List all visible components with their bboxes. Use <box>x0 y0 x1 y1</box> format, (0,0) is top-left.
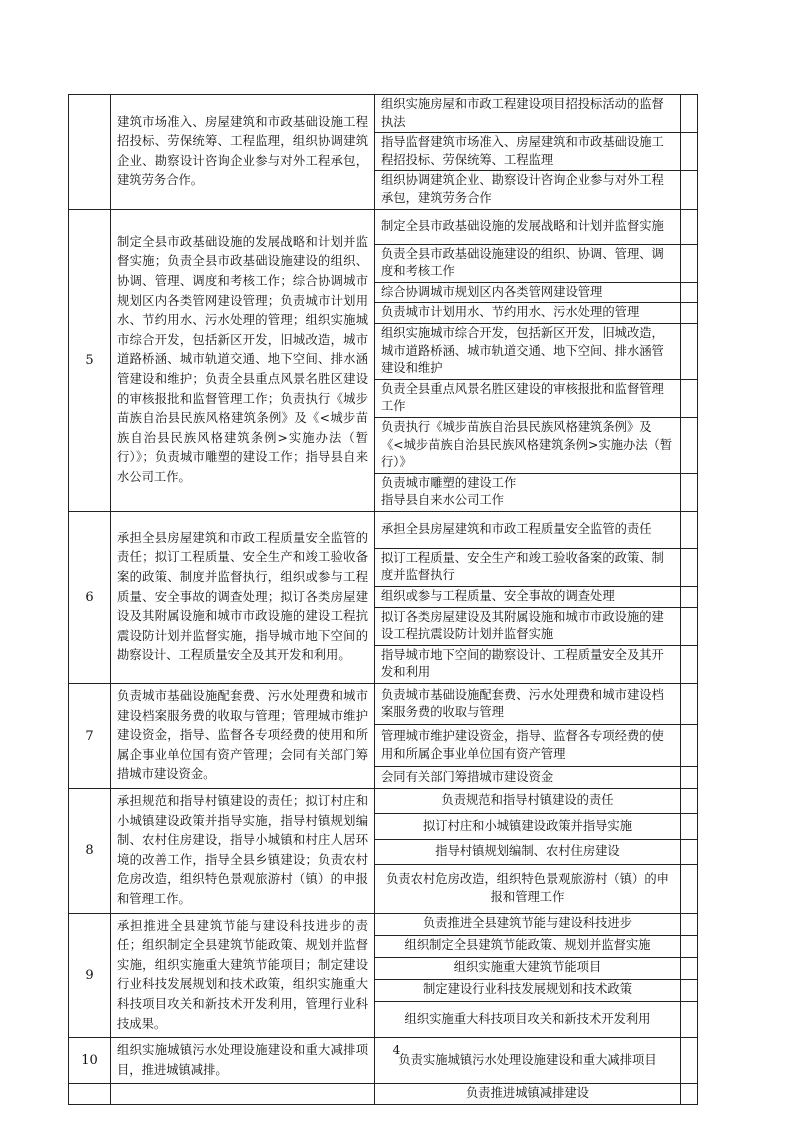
remarks-cell <box>681 865 698 913</box>
remarks-cell <box>681 766 698 788</box>
sub-duty-item: 负责农村危房改造，组织特色景观旅游村（镇）的申报和管理工作 <box>375 865 681 913</box>
remarks-cell <box>681 1084 698 1105</box>
row-number <box>69 95 111 210</box>
row-number: 10 <box>69 1038 111 1084</box>
row-number: 6 <box>69 511 111 683</box>
remarks-cell <box>681 587 698 608</box>
remarks-cell <box>681 379 698 417</box>
remarks-cell <box>681 171 698 209</box>
table-body <box>69 95 698 1105</box>
sub-duty-item: 拟订村庄和小城镇建设政策并指导实施 <box>375 814 681 839</box>
row-number: 5 <box>69 209 111 511</box>
table-row <box>69 913 698 935</box>
sub-duty-item: 指导村镇规划编制、农村住房建设 <box>375 839 681 864</box>
remarks-cell <box>681 935 698 957</box>
empty-cell <box>69 1084 111 1105</box>
sub-duty-item: 会同有关部门筹措城市建设资金 <box>375 766 681 788</box>
sub-duty-item: 承担全县房屋建筑和市政工程质量安全监管的责任 <box>375 511 681 548</box>
remarks-cell <box>681 979 698 1001</box>
remarks-cell <box>681 684 698 725</box>
main-duty-text: 承担全县房屋建筑和市政工程质量安全监管的责任；拟订工程质量、安全生产和竣工验收备案的政策、制度并监督执行，组织或参与工程质量、安全事故的调查处理；拟订各类房屋建设及其附属设施和城市市政设施的建设工程抗震设防计划并监督实施，指导城市地下空间的勘察设计、工程质量安全及其开发和利用。 <box>111 511 375 683</box>
row-number: 7 <box>69 684 111 789</box>
sub-duty-item: 组织实施重大科技项目攻关和新技术开发利用 <box>375 1001 681 1037</box>
remarks-cell <box>681 133 698 171</box>
remarks-cell <box>681 244 698 282</box>
sub-duty-item: 负责规范和指导村镇建设的责任 <box>375 789 681 814</box>
table-row <box>69 95 698 133</box>
remarks-cell <box>681 789 698 814</box>
remarks-cell <box>681 1001 698 1037</box>
remarks-cell <box>681 814 698 839</box>
sub-duty-item: 组织实施重大建筑节能项目 <box>375 957 681 979</box>
main-duty-text: 承担推进全县建筑节能与建设科技进步的责任；组织制定全县建筑节能政策、规划并监督实施，组织实施重大建筑节能项目；制定建设行业科技发展规划和技术政策，组织实施重大科技项目攻关和新技术开发利用，管理行业科技成果。 <box>111 913 375 1038</box>
main-duty-text: 负责城市基础设施配套费、污水处理费和城市建设档案服务费的收取与管理；管理城市维护建设资金，指导、监督各专项经费的使用和所属企事业单位国有资产管理；会同有关部门筹措城市建设资金。 <box>111 684 375 789</box>
sub-duty-item: 负责执行《城步苗族自治县民族风格建筑条例》及《<城步苗族自治县民族风格建筑条例>实施办法（暂行）》 <box>375 417 681 473</box>
remarks-cell <box>681 913 698 935</box>
row-number: 8 <box>69 789 111 914</box>
table-row <box>69 511 698 548</box>
remarks-cell <box>681 607 698 645</box>
sub-duty-item: 管理城市维护建设资金，指导、监督各专项经费的使用和所属企事业单位国有资产管理 <box>375 725 681 766</box>
sub-duty-item: 负责推进城镇减排建设 <box>375 1084 681 1105</box>
sub-duty-item: 制定建设行业科技发展规划和技术政策 <box>375 979 681 1001</box>
remarks-cell <box>681 282 698 303</box>
remarks-cell <box>681 511 698 548</box>
table-row <box>69 684 698 725</box>
main-duty-text: 建筑市场准入、房屋建筑和市政基础设施工程招投标、劳保统筹、工程监理，组织协调建筑企业、勘察设计咨询企业参与对外工程承包，建筑劳务合作。 <box>111 95 375 210</box>
remarks-cell <box>681 548 698 586</box>
sub-duty-item: 组织或参与工程质量、安全事故的调查处理 <box>375 587 681 608</box>
table-row <box>69 789 698 814</box>
sub-duty-item: 负责城市基础设施配套费、污水处理费和城市建设档案服务费的收取与管理 <box>375 684 681 725</box>
row-number: 9 <box>69 913 111 1038</box>
remarks-cell <box>681 957 698 979</box>
sub-duty-item: 指导监督建筑市场准入、房屋建筑和市政基础设施工程招投标、劳保统筹、工程监理 <box>375 133 681 171</box>
sub-duty-item: 负责全县重点风景名胜区建设的审核报批和监督管理工作 <box>375 379 681 417</box>
sub-duty-item: 组织实施城市综合开发，包括新区开发，旧城改造，城市道路桥涵、城市轨道交通、地下空间、排水涵管建设和维护 <box>375 323 681 379</box>
sub-duty-item: 负责城市雕塑的建设工作 指导县自来水公司工作 <box>375 473 681 511</box>
sub-duty-item: 负责实施城镇污水处理设施建设和重大减排项目 <box>375 1038 681 1084</box>
remarks-cell <box>681 725 698 766</box>
table-row <box>69 1084 698 1105</box>
remarks-cell <box>681 417 698 473</box>
sub-duty-item: 组织制定全县建筑节能政策、规划并监督实施 <box>375 935 681 957</box>
sub-duty-item: 指导城市地下空间的勘察设计、工程质量安全及其开发和利用 <box>375 645 681 683</box>
remarks-cell <box>681 303 698 324</box>
sub-duty-item: 综合协调城市规划区内各类管网建设管理 <box>375 282 681 303</box>
page-number: 4 <box>392 1043 401 1057</box>
remarks-cell <box>681 209 698 244</box>
main-duty-text: 承担规范和指导村镇建设的责任；拟订村庄和小城镇建设政策并指导实施，指导村镇规划编制、农村住房建设，指导小城镇和村庄人居环境的改善工作，指导全县乡镇建设；负责农村危房改造，组织特色景观旅游村（镇）的申报和管理工作。 <box>111 789 375 914</box>
empty-cell <box>111 1084 375 1105</box>
sub-duty-item: 组织实施房屋和市政工程建设项目招投标活动的监督执法 <box>375 95 681 133</box>
main-duty-text: 组织实施城镇污水处理设施建设和重大减排项目，推进城镇减排。 <box>111 1038 375 1084</box>
sub-duty-item: 拟订工程质量、安全生产和竣工验收备案的政策、制度并监督执行 <box>375 548 681 586</box>
sub-duty-item: 拟订各类房屋建设及其附属设施和城市市政设施的建设工程抗震设防计划并监督实施 <box>375 607 681 645</box>
sub-duty-item: 组织协调建筑企业、勘察设计咨询企业参与对外工程承包，建筑劳务合作 <box>375 171 681 209</box>
responsibility-table <box>68 94 698 1105</box>
sub-duty-item: 负责推进全县建筑节能与建设科技进步 <box>375 913 681 935</box>
table-row <box>69 209 698 244</box>
remarks-cell <box>681 645 698 683</box>
remarks-cell <box>681 323 698 379</box>
remarks-cell <box>681 839 698 864</box>
remarks-cell <box>681 95 698 133</box>
main-duty-text: 制定全县市政基础设施的发展战略和计划并监督实施；负责全县市政基础设施建设的组织、协调、管理、调度和考核工作；综合协调城市规划区内各类管网建设管理；负责城市计划用水、节约用水、污水处理的管理；组织实施城市综合开发，包括新区开发，旧城改造，城市道路桥涵、城市轨道交通、地下空间、排水涵管建设和维护；负责全县重点风景名胜区建设的审核报批和监督管理工作；负责执行《城步苗族自治县民族风格建筑条例》及《<城步苗族自治县民族风格建筑条例>实施办法（暂行）》；负责城市雕塑的建设工作；指导县自来水公司工作。 <box>111 209 375 511</box>
sub-duty-item: 负责全县市政基础设施建设的组织、协调、管理、调度和考核工作 <box>375 244 681 282</box>
remarks-cell <box>681 473 698 511</box>
sub-duty-item: 负责城市计划用水、节约用水、污水处理的管理 <box>375 303 681 324</box>
sub-duty-item: 制定全县市政基础设施的发展战略和计划并监督实施 <box>375 209 681 244</box>
